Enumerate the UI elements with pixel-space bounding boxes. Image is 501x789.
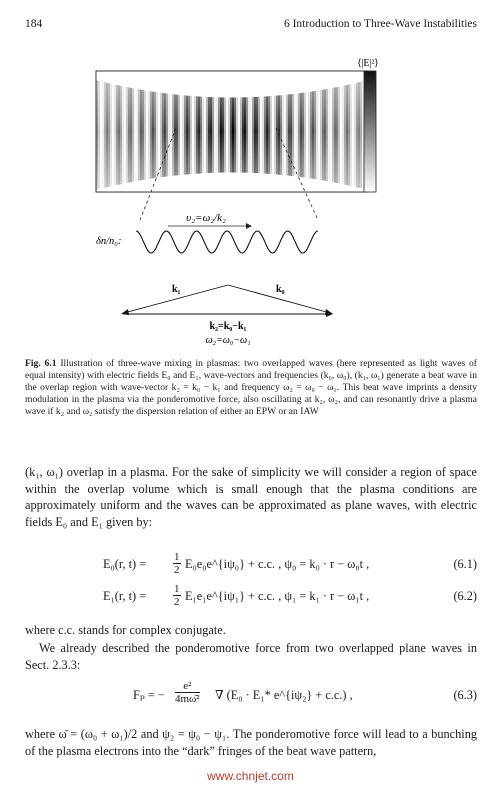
watermark: www.chnjet.com	[207, 769, 294, 783]
density-wave	[136, 231, 318, 253]
density-label: δn/n₀:	[96, 236, 122, 247]
eq1-rhs: E₀e₀e^{iψ₀} + c.c. , ψ₀ = k₀ · r − ω₀t ,	[185, 557, 370, 571]
eq2-lhs: E₁(r, t) =	[103, 589, 147, 603]
caption-label: Fig. 6.1	[25, 358, 57, 369]
equation-6-3	[25, 680, 477, 710]
page-number: 184	[25, 18, 43, 30]
colorbar-label: ⟨|E|²⟩	[357, 58, 379, 69]
caption-text: Illustration of three-wave mixing in plasmas: two overlapped waves (here represented as light waves of equal intensity) with electric fields E₀ and E₁, wave-vectors and frequencies (k₀, ω₀), (k₁, ω₁) generate a beat wave in the overlap region with wave-vector k₂ = k₀ − k₁ and frequency ω₂ = ω₀ − ω₁. This beat wave imprints a density modulation in the plasma via the ponderomotive force, also oscillating at k₂, ω₂, and can resonantly drive a plasma wave if k₂ and ω₂ satisfy the dispersion relation of either an EPW or an IAW	[25, 358, 477, 418]
phase-velocity-label: υ₂=ω₂/k₂	[186, 212, 226, 224]
k0-label: k₀	[276, 284, 285, 295]
equation-6-2	[25, 585, 477, 609]
eq3-number: (6.3)	[453, 688, 477, 702]
omega2-label: ω₂=ω₀−ω₁	[205, 335, 251, 346]
eq2-rhs: E₁e₁e^{iψ₁} + c.c. , ψ₁ = k₁ · r − ω₁t ,	[185, 589, 370, 603]
eq3-fraction: $\frac{\text{e²}}{\text{4mω̄²}}$	[175, 680, 200, 705]
paragraph-4: where ω̄ = (ω₀ + ω₁)/2 and ψ₂ = ψ₀ − ψ₁. The ponderomotive force will lead to a bunching of the plasma electrons into the “dark” fringes of the beat wave pattern,	[25, 727, 477, 758]
eq1-lhs: E₀(r, t) =	[103, 557, 147, 571]
k2-label: k₂=k₀−k₁	[209, 321, 247, 332]
paragraph-1: (k₁, ω₁) overlap in a plasma. For the sake of simplicity we will consider a region of space within the overlap volume which is small enough that the plasma conditions are approximately uniform and the waves can be approximated as plane waves, with electric fields E₀ and E₁ given by:	[25, 465, 477, 530]
equation-6-1	[25, 553, 477, 577]
k1-label: k₁	[172, 284, 181, 295]
paragraph-3: We already described the ponderomotive force from two overlapped plane waves in Sect. 2.3.3:	[25, 641, 477, 672]
figure-6-1	[0, 0, 501, 350]
figure-caption	[25, 358, 477, 418]
running-head: 6 Introduction to Three-Wave Instabilities	[283, 18, 477, 30]
eq3-rhs: ∇ (E₀ · E₁* e^{iψ₂} + c.c.) ,	[215, 688, 353, 702]
eq1-fraction: $\frac{1}{2}$	[174, 551, 180, 576]
paragraph-2: where c.c. stands for complex conjugate.	[25, 623, 226, 637]
beat-wave-image	[96, 71, 368, 192]
eq1-number: (6.1)	[453, 557, 477, 571]
colorbar	[364, 71, 376, 192]
eq2-fraction: $\frac{1}{2}$	[174, 583, 180, 608]
eq3-lhs: Fₚ = −	[133, 688, 165, 702]
eq2-number: (6.2)	[453, 589, 477, 603]
